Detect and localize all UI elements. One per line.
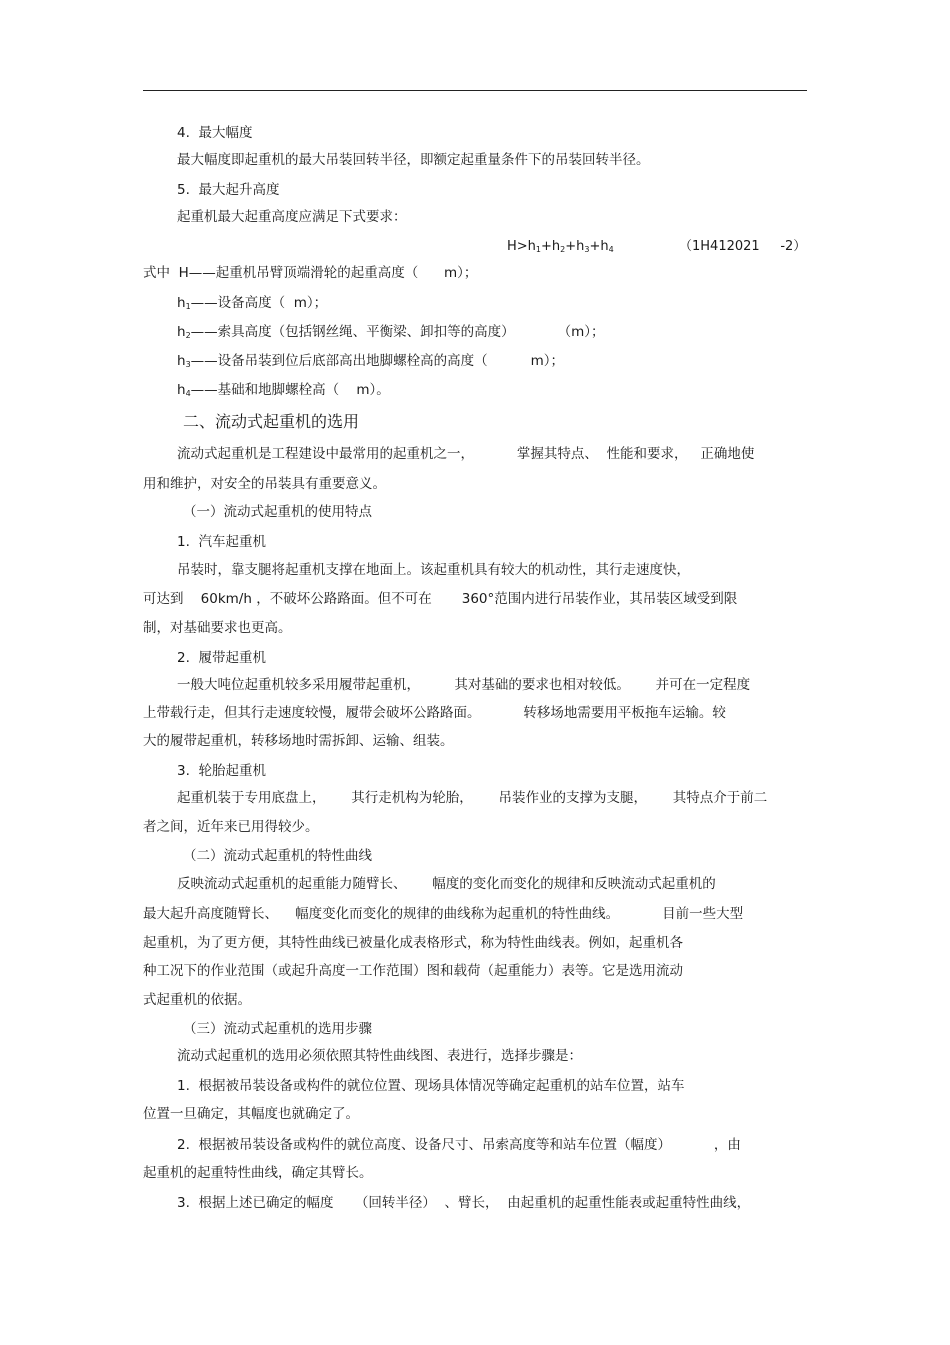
paragraph: 式起重机的依据。 bbox=[143, 992, 251, 1008]
subsection-heading: （三）流动式起重机的选用步骤 bbox=[183, 1021, 372, 1037]
paragraph: 制，对基础要求也更高。 bbox=[143, 620, 292, 636]
item-heading: 1. 汽车起重机 bbox=[177, 534, 266, 550]
def-h4: $h_4——$基础和地脚螺栓高（ m）。 bbox=[177, 382, 390, 398]
paragraph: 2. 根据被吊装设备或构件的就位高度、设备尺寸、吊索高度等和站车位置（幅度） ，由 bbox=[177, 1137, 741, 1153]
formula: $H>h_1+h_2+h_3+h_4$ bbox=[507, 239, 614, 254]
subsection-heading: （一）流动式起重机的使用特点 bbox=[183, 504, 372, 520]
paragraph: 可达到 60km/h ，不破坏公路路面。但不可在 360°范围内进行吊装作业，其吊装区域受到限 bbox=[143, 591, 738, 607]
subsection-heading: （二）流动式起重机的特性曲线 bbox=[183, 848, 372, 864]
paragraph: 3. 根据上述已确定的幅度 （回转半径） 、臂长， 由起重机的起重性能表或起重特性曲线， bbox=[177, 1195, 751, 1211]
paragraph: 者之间，近年来已用得较少。 bbox=[143, 819, 319, 835]
def-H: 式中 H——起重机吊臂顶端滑轮的起重高度（ m）； bbox=[143, 265, 478, 281]
def-h1: $h_1——$设备高度（ m）； bbox=[177, 295, 328, 311]
formula-number: （1H412021 -2） bbox=[679, 239, 807, 254]
paragraph: 种工况下的作业范围（或起升高度一工作范围）图和载荷（起重能力）表等。它是选用流动 bbox=[143, 963, 683, 979]
item-heading: 2. 履带起重机 bbox=[177, 650, 266, 666]
paragraph: 反映流动式起重机的起重能力随臂长、 幅度的变化而变化的规律和反映流动式起重机的 bbox=[177, 876, 716, 892]
paragraph: 最大起升高度随臂长、 幅度变化而变化的规律的曲线称为起重机的特性曲线。 目前一些大型 bbox=[143, 906, 744, 922]
paragraph: 吊装时，靠支腿将起重机支撑在地面上。该起重机具有较大的机动性，其行走速度快， bbox=[177, 562, 690, 578]
paragraph: 起重机，为了更方便，其特性曲线已被量化成表格形式，称为特性曲线表。例如，起重机各 bbox=[143, 935, 683, 951]
paragraph: 流动式起重机是工程建设中最常用的起重机之一， 掌握其特点、 性能和要求， 正确地使 bbox=[177, 446, 755, 462]
paragraph: 用和维护，对安全的吊装具有重要意义。 bbox=[143, 476, 386, 492]
paragraph: 起重机最大起重高度应满足下式要求： bbox=[177, 209, 407, 225]
paragraph: 上带载行走，但其行走速度较慢，履带会破坏公路路面。 转移场地需要用平板拖车运输。较 bbox=[143, 705, 726, 721]
header-rule bbox=[143, 90, 807, 91]
paragraph: 一般大吨位起重机较多采用履带起重机， 其对基础的要求也相对较低。 并可在一定程度 bbox=[177, 677, 751, 693]
paragraph: 起重机装于专用底盘上， 其行走机构为轮胎， 吊装作业的支撑为支腿， 其特点介于前二 bbox=[177, 790, 768, 806]
paragraph: 1. 根据被吊装设备或构件的就位位置、现场具体情况等确定起重机的站车位置，站车 bbox=[177, 1078, 685, 1094]
paragraph: 起重机的起重特性曲线，确定其臂长。 bbox=[143, 1165, 373, 1181]
def-h2: $h_2——$索具高度（包括钢丝绳、平衡梁、卸扣等的高度） （m）； bbox=[177, 324, 605, 340]
item-5-heading: 5. 最大起升高度 bbox=[177, 182, 280, 198]
item-4-heading: 4. 最大幅度 bbox=[177, 125, 253, 141]
paragraph: 流动式起重机的选用必须依照其特性曲线图、表进行，选择步骤是： bbox=[177, 1048, 582, 1064]
def-h3: $h_3——$设备吊装到位后底部高出地脚螺栓高的高度（ m）； bbox=[177, 353, 564, 369]
item-heading: 3. 轮胎起重机 bbox=[177, 763, 266, 779]
paragraph: 大的履带起重机，转移场地时需拆卸、运输、组装。 bbox=[143, 733, 454, 749]
paragraph: 最大幅度即起重机的最大吊装回转半径，即额定起重量条件下的吊装回转半径。 bbox=[177, 152, 650, 168]
paragraph: 位置一旦确定，其幅度也就确定了。 bbox=[143, 1106, 359, 1122]
section-heading: 二、流动式起重机的选用 bbox=[183, 412, 360, 431]
